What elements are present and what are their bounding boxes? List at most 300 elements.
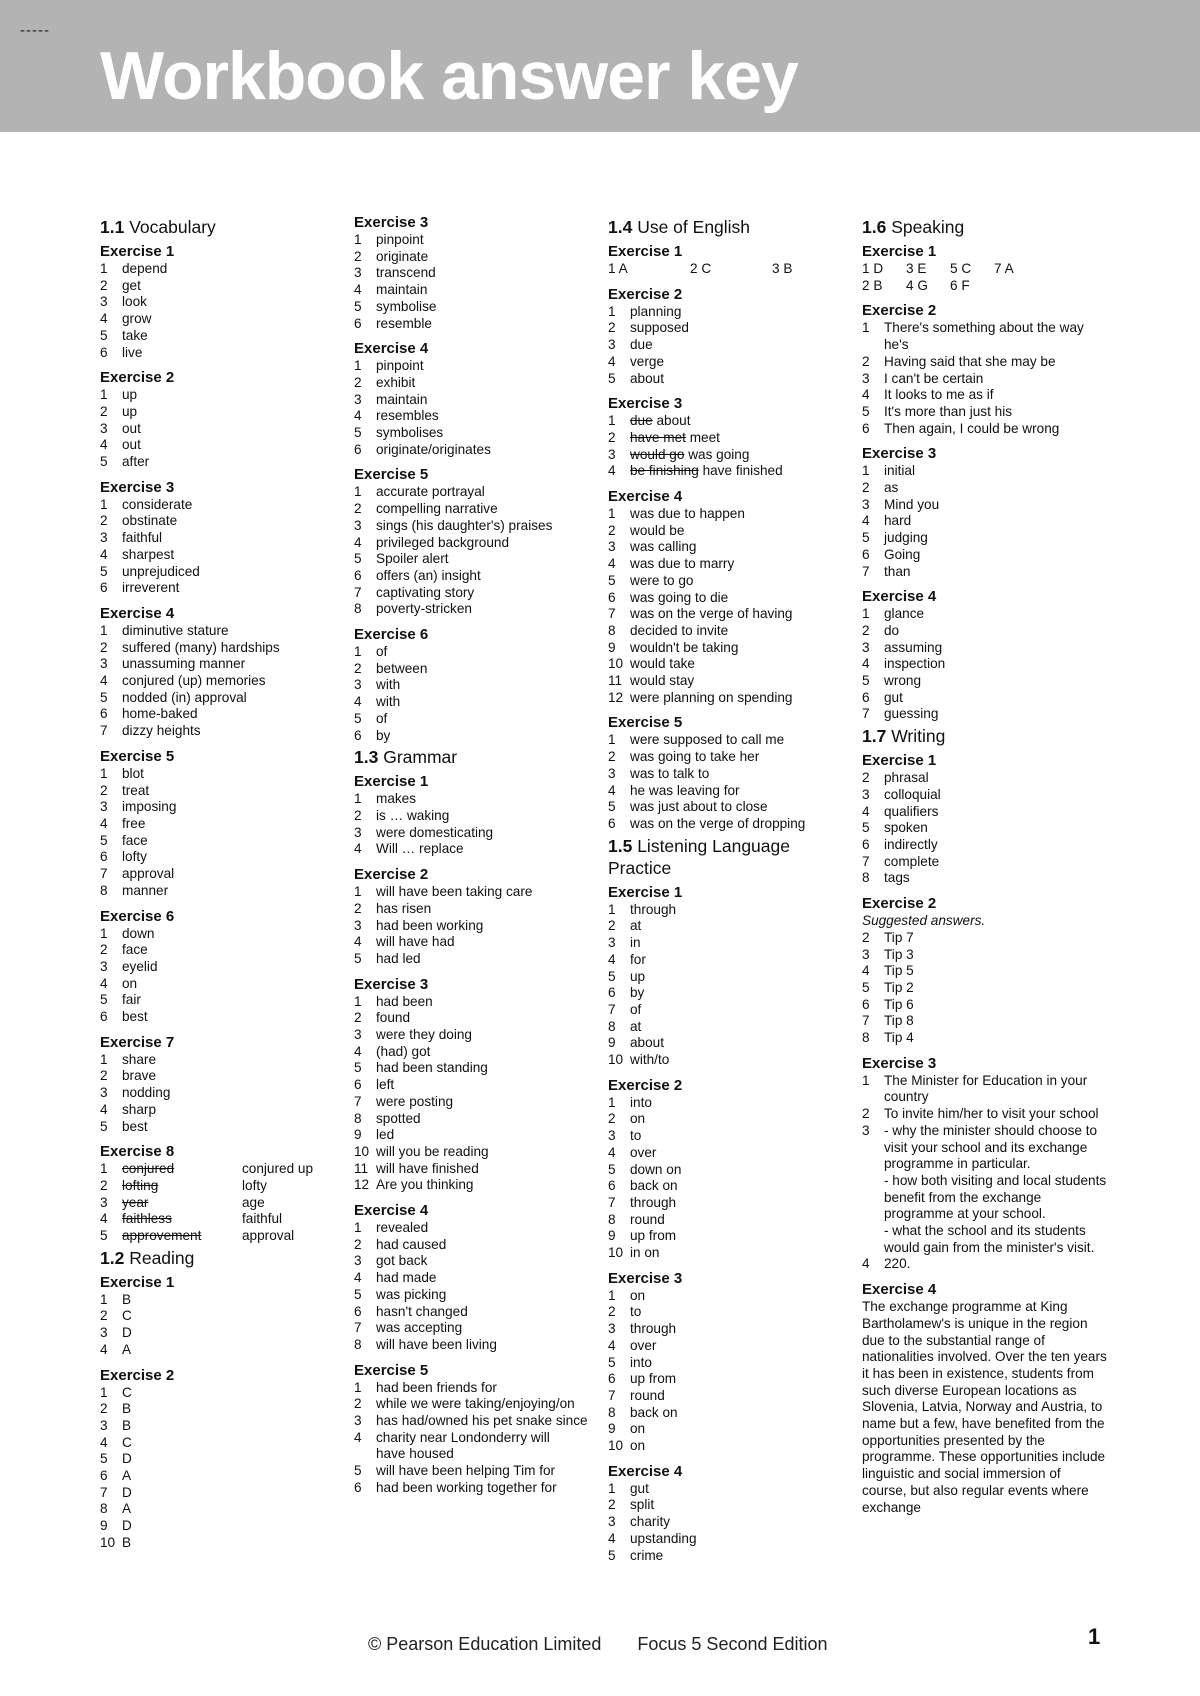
answer-text: between bbox=[376, 660, 428, 676]
answer-number: 4 bbox=[100, 1211, 108, 1227]
wrong-word: approvement bbox=[122, 1228, 202, 1244]
answer-line bbox=[100, 1052, 350, 1069]
exercise-heading: Exercise 1 bbox=[100, 1273, 175, 1291]
correct-word: conjured up bbox=[242, 1161, 314, 1177]
answer-number: 1 bbox=[354, 884, 362, 900]
answer-number: 3 bbox=[100, 656, 108, 672]
answer-text: get bbox=[122, 277, 141, 293]
answer-text: exhibit bbox=[376, 374, 416, 390]
answer-text: was going to take her bbox=[630, 749, 760, 765]
answer-line bbox=[862, 1030, 1107, 1047]
answer-number: 3 bbox=[862, 370, 870, 386]
answer-number: 3 bbox=[354, 1253, 362, 1269]
answer-text: C bbox=[122, 1434, 132, 1450]
answer-line bbox=[354, 841, 604, 858]
answer-item: 2 C bbox=[690, 261, 712, 276]
answer-number: 5 bbox=[354, 425, 362, 441]
answer-text: round bbox=[630, 1387, 665, 1403]
answer-line bbox=[862, 371, 1107, 388]
answer-number: 7 bbox=[862, 1013, 870, 1029]
correction-line bbox=[100, 1228, 350, 1245]
answer-number: 10 bbox=[608, 1052, 624, 1068]
answer-text: blot bbox=[122, 765, 144, 781]
answer-number: 2 bbox=[608, 1304, 616, 1320]
answer-number: 1 bbox=[608, 413, 616, 429]
answer-text: through bbox=[630, 1194, 677, 1210]
answer-line bbox=[354, 1161, 604, 1178]
answer-column-1 bbox=[100, 214, 350, 1552]
answer-number: 5 bbox=[608, 799, 616, 815]
answer-line bbox=[100, 454, 350, 471]
section-heading bbox=[354, 746, 604, 768]
answer-number: 2 bbox=[862, 1106, 870, 1122]
answer-line bbox=[862, 606, 1107, 623]
answer-number: 8 bbox=[100, 882, 108, 898]
answer-line bbox=[100, 404, 350, 421]
answer-line bbox=[100, 1308, 350, 1325]
answer-number: 3 bbox=[354, 391, 362, 407]
answer-number: 4 bbox=[608, 1530, 616, 1546]
answer-number: 3 bbox=[608, 1514, 616, 1530]
answer-text: compelling narrative bbox=[376, 501, 498, 517]
answer-number: 2 bbox=[354, 807, 362, 823]
answer-line bbox=[354, 568, 604, 585]
answer-number: 3 bbox=[608, 765, 616, 781]
answer-number: 1 bbox=[100, 925, 108, 941]
section-heading bbox=[100, 1247, 350, 1269]
answer-line bbox=[354, 661, 604, 678]
answer-text: There's something about the way he's bbox=[884, 320, 1084, 353]
answer-line bbox=[862, 623, 1107, 640]
answer-text: Going bbox=[884, 546, 921, 562]
answer-line bbox=[608, 935, 858, 952]
answer-number: 7 bbox=[100, 723, 108, 739]
section-label: Grammar bbox=[383, 747, 458, 768]
answer-text: assuming bbox=[884, 639, 943, 655]
answer-line bbox=[100, 866, 350, 883]
correct-word: about bbox=[656, 413, 691, 429]
answer-text: tags bbox=[884, 870, 910, 886]
answer-text: Spoiler alert bbox=[376, 551, 449, 567]
answer-number: 6 bbox=[862, 546, 870, 562]
answer-number: 6 bbox=[100, 1468, 108, 1484]
answer-text: were supposed to call me bbox=[630, 732, 785, 748]
answer-text: hasn't changed bbox=[376, 1303, 468, 1319]
answer-line bbox=[100, 530, 350, 547]
answer-text: Will … replace bbox=[376, 841, 464, 857]
answer-line bbox=[608, 1405, 858, 1422]
answer-number: 1 bbox=[354, 1379, 362, 1395]
answer-number: 6 bbox=[862, 420, 870, 436]
answer-line bbox=[608, 1304, 858, 1321]
answer-line bbox=[354, 358, 604, 375]
answer-line bbox=[100, 1102, 350, 1119]
exercise-heading: Exercise 3 bbox=[354, 975, 429, 993]
answer-line bbox=[354, 282, 604, 299]
answer-number: 8 bbox=[354, 1336, 362, 1352]
answer-item: 7 A bbox=[994, 261, 1014, 276]
answer-text: best bbox=[122, 1009, 148, 1025]
answer-text: home-baked bbox=[122, 706, 198, 722]
answer-line bbox=[100, 1325, 350, 1342]
model-answer-text: The exchange programme at King Bartholamew's is unique in the region due to the substantial range of nationalities involved. Over the ten years it has been in existence, students from such diverse European locations as Slovenia, Latvia, Norway and Austria, to name but a few, have benefited from the opportunities presented by the programme. These opportunities include linguistic and social immersion of course, but also regular events where exchange bbox=[862, 1299, 1107, 1515]
answer-line bbox=[354, 1010, 604, 1027]
answer-text: had been working together for bbox=[376, 1479, 557, 1495]
answer-line bbox=[100, 883, 350, 900]
answer-column-2 bbox=[354, 214, 604, 1497]
answer-line bbox=[100, 1501, 350, 1518]
answer-text: left bbox=[376, 1077, 395, 1093]
answer-item: 4 G bbox=[906, 277, 928, 293]
exercise-heading: Exercise 7 bbox=[100, 1033, 175, 1051]
exercise-heading: Exercise 1 bbox=[608, 243, 683, 260]
exercise-heading: Exercise 2 bbox=[100, 1366, 175, 1384]
answer-column-3 bbox=[608, 214, 858, 1564]
section-heading bbox=[862, 725, 1107, 747]
answer-line bbox=[354, 1446, 604, 1463]
answer-number: 4 bbox=[862, 1256, 870, 1272]
exercise-heading: Exercise 5 bbox=[354, 1361, 429, 1379]
answer-number: 3 bbox=[354, 677, 362, 693]
answer-item: 3 B bbox=[772, 261, 793, 276]
answer-number: 7 bbox=[608, 1387, 616, 1403]
answer-number: 9 bbox=[608, 1228, 616, 1244]
answer-line bbox=[862, 854, 1107, 871]
answer-number: 6 bbox=[354, 1077, 362, 1093]
answer-number: 4 bbox=[354, 841, 362, 857]
answer-line bbox=[354, 1044, 604, 1061]
answer-number: 3 bbox=[608, 337, 616, 353]
section-number: 1.1 bbox=[100, 217, 125, 237]
answer-line bbox=[354, 1337, 604, 1354]
answer-text: guessing bbox=[884, 706, 939, 722]
section-number: 1.7 bbox=[862, 726, 887, 747]
answer-number: 5 bbox=[100, 1118, 108, 1134]
answer-number: 2 bbox=[862, 770, 870, 786]
wrong-word: faithless bbox=[122, 1211, 172, 1227]
answer-text: about bbox=[630, 1035, 665, 1051]
answer-number: 3 bbox=[862, 946, 870, 962]
answer-line bbox=[608, 320, 858, 337]
answer-number: 2 bbox=[862, 480, 870, 496]
answer-text: brave bbox=[122, 1068, 157, 1084]
answer-number: 2 bbox=[100, 782, 108, 798]
answer-text: he was leaving for bbox=[630, 782, 740, 798]
answer-number: 2 bbox=[354, 248, 362, 264]
answer-line bbox=[354, 1430, 604, 1447]
answer-line bbox=[354, 1027, 604, 1044]
answer-line bbox=[862, 870, 1107, 887]
answer-number: 5 bbox=[354, 1286, 362, 1302]
answer-number: 1 bbox=[354, 993, 362, 1009]
answer-line bbox=[354, 934, 604, 951]
answer-line bbox=[100, 564, 350, 581]
answer-number: 4 bbox=[354, 934, 362, 950]
correct-word: was going bbox=[688, 446, 750, 462]
answer-number: 5 bbox=[862, 820, 870, 836]
answer-text: grow bbox=[122, 311, 152, 327]
answer-text: - why the minister should choose to visit your school and its exchange programme in particular. bbox=[884, 1122, 1098, 1172]
answer-number: 3 bbox=[608, 446, 616, 462]
answer-text: offers (an) insight bbox=[376, 567, 481, 583]
answer-line bbox=[608, 816, 858, 833]
answer-number: 5 bbox=[862, 403, 870, 419]
answer-line bbox=[354, 644, 604, 661]
answer-number: 9 bbox=[608, 1421, 616, 1437]
answer-number: 12 bbox=[354, 1177, 370, 1193]
answer-text: into bbox=[630, 1094, 652, 1110]
section-label: Use of English bbox=[637, 217, 751, 237]
answer-line bbox=[862, 530, 1107, 547]
answer-number: 11 bbox=[608, 673, 623, 689]
answer-number: 4 bbox=[608, 1144, 616, 1160]
answer-line bbox=[862, 387, 1107, 404]
answer-number: 3 bbox=[100, 1085, 108, 1101]
answer-number: 3 bbox=[608, 1321, 616, 1337]
answer-line bbox=[862, 963, 1107, 980]
answer-number: 3 bbox=[354, 517, 362, 533]
answer-line bbox=[608, 969, 858, 986]
answer-line bbox=[354, 425, 604, 442]
answer-number: 4 bbox=[100, 815, 108, 831]
answer-text: face bbox=[122, 832, 148, 848]
answer-line bbox=[354, 375, 604, 392]
answer-text: for bbox=[630, 951, 646, 967]
answer-text: was going to die bbox=[630, 589, 729, 605]
answer-text: It's more than just his bbox=[884, 403, 1013, 419]
answer-text: D bbox=[122, 1484, 132, 1500]
answer-number: 1 bbox=[100, 496, 108, 512]
answer-number: 2 bbox=[100, 1308, 108, 1324]
answer-text: A bbox=[122, 1501, 132, 1517]
answer-number: 5 bbox=[608, 1161, 616, 1177]
answer-number: 8 bbox=[608, 1018, 616, 1034]
answer-line bbox=[608, 1321, 858, 1338]
answer-line bbox=[354, 601, 604, 618]
answer-line bbox=[100, 1535, 350, 1552]
answer-text: unassuming manner bbox=[122, 656, 246, 672]
answer-line bbox=[100, 690, 350, 707]
correction-line bbox=[100, 1211, 350, 1228]
answer-text: makes bbox=[376, 791, 417, 807]
correct-word: age bbox=[242, 1194, 265, 1210]
answer-line bbox=[354, 951, 604, 968]
answer-number: 7 bbox=[354, 1320, 362, 1336]
answer-text: supposed bbox=[630, 320, 689, 336]
answer-line bbox=[862, 673, 1107, 690]
answer-line bbox=[354, 1144, 604, 1161]
answer-text: after bbox=[122, 454, 150, 470]
answer-number: 4 bbox=[862, 803, 870, 819]
correction-line bbox=[100, 1195, 350, 1212]
answer-text: at bbox=[630, 918, 642, 934]
answer-number: 12 bbox=[608, 689, 624, 705]
answer-line bbox=[100, 1418, 350, 1435]
answer-line bbox=[354, 1463, 604, 1480]
answer-line bbox=[862, 421, 1107, 438]
answer-number: 4 bbox=[354, 1043, 362, 1059]
answer-line bbox=[608, 1388, 858, 1405]
answer-line bbox=[608, 573, 858, 590]
footer-publisher: © Pearson Education Limited bbox=[368, 1634, 602, 1654]
answer-number: 8 bbox=[608, 1211, 616, 1227]
answer-number: 5 bbox=[100, 327, 108, 343]
answer-line bbox=[354, 694, 604, 711]
answer-number: 7 bbox=[862, 853, 870, 869]
correction-line bbox=[608, 430, 858, 447]
answer-line bbox=[100, 421, 350, 438]
answer-number: 4 bbox=[354, 282, 362, 298]
answer-text: would be bbox=[630, 522, 685, 538]
answer-number: 5 bbox=[354, 1463, 362, 1479]
answer-text: was calling bbox=[630, 539, 697, 555]
correction-line bbox=[100, 1161, 350, 1178]
answer-number: 4 bbox=[354, 694, 362, 710]
answer-number: 4 bbox=[100, 437, 108, 453]
answer-item: 3 E bbox=[906, 261, 927, 276]
correction-line bbox=[608, 463, 858, 480]
wrong-word: due bbox=[630, 413, 653, 429]
answer-number: 5 bbox=[862, 673, 870, 689]
answer-line bbox=[862, 547, 1107, 564]
answer-line bbox=[100, 1085, 350, 1102]
answer-number: 4 bbox=[862, 963, 870, 979]
section-heading bbox=[608, 835, 858, 879]
answer-text: by bbox=[630, 985, 645, 1001]
answer-text: spoken bbox=[884, 820, 928, 836]
answer-line bbox=[608, 1371, 858, 1388]
answer-text bbox=[630, 430, 858, 447]
answer-number: 4 bbox=[100, 673, 108, 689]
page-number: 1 bbox=[1088, 1624, 1101, 1649]
answer-line bbox=[354, 1270, 604, 1287]
answer-number: 7 bbox=[608, 1194, 616, 1210]
section-label: Writing bbox=[891, 726, 946, 747]
answer-line bbox=[608, 606, 858, 623]
answer-line bbox=[862, 980, 1107, 997]
answer-number: 2 bbox=[100, 639, 108, 655]
answer-text: than bbox=[884, 563, 911, 579]
answer-line bbox=[608, 1497, 858, 1514]
answer-number: 4 bbox=[862, 387, 870, 403]
answer-line bbox=[354, 1287, 604, 1304]
answer-line bbox=[100, 1518, 350, 1535]
wrong-word: conjured bbox=[122, 1161, 175, 1177]
answer-text: irreverent bbox=[122, 580, 180, 596]
answer-number: 7 bbox=[862, 563, 870, 579]
answer-line bbox=[608, 523, 858, 540]
answer-line bbox=[354, 1413, 604, 1430]
answer-text: - how both visiting and local students benefit from the exchange programme at your school. bbox=[884, 1172, 1107, 1222]
answer-line bbox=[100, 783, 350, 800]
exercise-heading: Exercise 3 bbox=[608, 395, 683, 413]
answer-text: over bbox=[630, 1144, 657, 1160]
answer-text: nodding bbox=[122, 1085, 171, 1101]
answer-line bbox=[608, 1019, 858, 1036]
answer-number: 2 bbox=[100, 1068, 108, 1084]
answer-text: look bbox=[122, 294, 147, 310]
page-title: Workbook answer key bbox=[100, 38, 798, 114]
answer-line bbox=[100, 580, 350, 597]
answer-item: 6 F bbox=[950, 277, 970, 293]
answer-text: sharp bbox=[122, 1101, 157, 1117]
answer-line bbox=[100, 959, 350, 976]
answer-text: Tip 6 bbox=[884, 996, 914, 1012]
answer-line bbox=[862, 1013, 1107, 1030]
answer-line bbox=[100, 673, 350, 690]
answer-number: 4 bbox=[100, 1341, 108, 1357]
answer-text: up from bbox=[630, 1371, 677, 1387]
answer-text: on bbox=[630, 1421, 646, 1437]
answer-line bbox=[100, 623, 350, 640]
answer-number: 4 bbox=[100, 1101, 108, 1117]
answer-text: spotted bbox=[376, 1110, 421, 1126]
answer-text: split bbox=[630, 1497, 655, 1513]
answer-line bbox=[608, 1195, 858, 1212]
answer-line bbox=[354, 232, 604, 249]
answer-line bbox=[608, 952, 858, 969]
answer-text: Tip 3 bbox=[884, 946, 914, 962]
answer-line bbox=[100, 1342, 350, 1359]
answer-number: 8 bbox=[862, 1030, 870, 1046]
answer-text: face bbox=[122, 942, 148, 958]
answer-text: in on bbox=[630, 1245, 660, 1261]
answer-number: 1 bbox=[608, 901, 616, 917]
answer-line bbox=[100, 816, 350, 833]
answer-number: 8 bbox=[354, 601, 362, 617]
answer-text: live bbox=[122, 344, 143, 360]
answer-number: 2 bbox=[354, 660, 362, 676]
answer-line bbox=[354, 442, 604, 459]
answer-text: D bbox=[122, 1451, 132, 1467]
answer-text: will you be reading bbox=[376, 1143, 489, 1159]
answer-line bbox=[608, 799, 858, 816]
answer-line bbox=[608, 690, 858, 707]
answer-line bbox=[100, 926, 350, 943]
answer-line bbox=[608, 640, 858, 657]
answer-text: with bbox=[376, 677, 401, 693]
answer-number: 2 bbox=[862, 353, 870, 369]
answer-line bbox=[100, 278, 350, 295]
answer-line bbox=[354, 994, 604, 1011]
answer-line bbox=[862, 656, 1107, 673]
answer-text: captivating story bbox=[376, 584, 475, 600]
correct-word: meet bbox=[689, 429, 720, 445]
answer-text: Tip 5 bbox=[884, 963, 914, 979]
answer-number: 1 bbox=[608, 303, 616, 319]
answer-line bbox=[862, 787, 1107, 804]
answer-text: qualifiers bbox=[884, 803, 939, 819]
answer-number: 4 bbox=[354, 1270, 362, 1286]
answer-text bbox=[630, 463, 858, 480]
answer-text: round bbox=[630, 1211, 665, 1227]
answer-number: 3 bbox=[608, 1128, 616, 1144]
exercise-heading: Exercise 2 bbox=[608, 1076, 683, 1094]
answer-text: To invite him/her to visit your school bbox=[884, 1106, 1099, 1122]
answer-text: decided to invite bbox=[630, 622, 729, 638]
answer-number: 2 bbox=[608, 749, 616, 765]
answer-text: through bbox=[630, 901, 677, 917]
answer-text: fair bbox=[122, 992, 141, 1008]
answer-line bbox=[862, 497, 1107, 514]
answer-text: approval bbox=[122, 866, 175, 882]
answer-number: 10 bbox=[100, 1534, 116, 1550]
answer-text: crime bbox=[630, 1547, 664, 1563]
section-number: 1.6 bbox=[862, 217, 887, 237]
answer-number: 6 bbox=[608, 985, 616, 1001]
answer-line bbox=[100, 437, 350, 454]
answer-number: 1 bbox=[608, 506, 616, 522]
